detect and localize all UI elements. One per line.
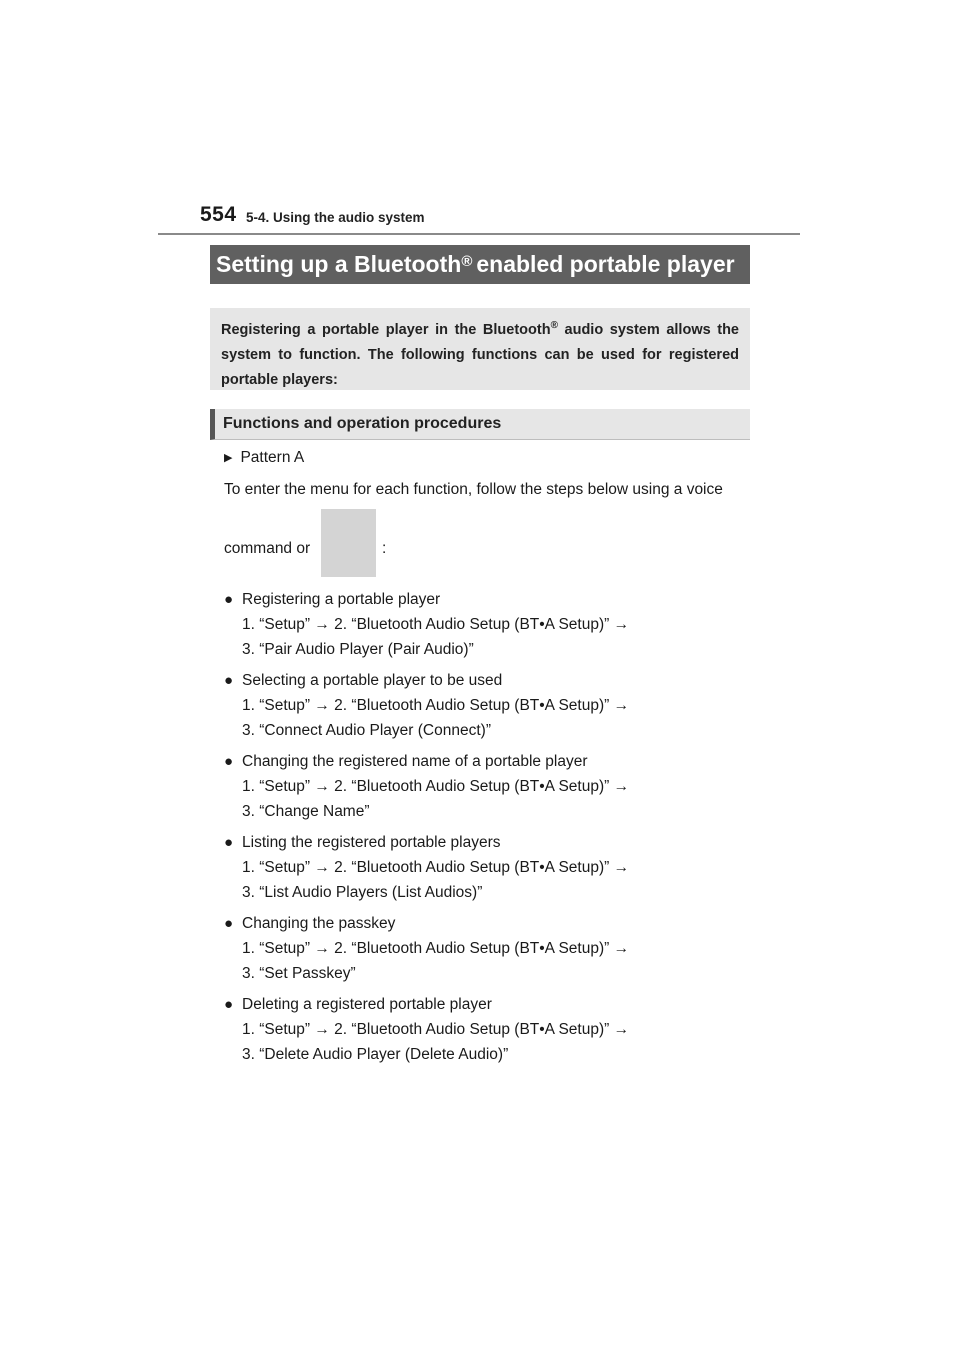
bullet-icon: ● — [224, 753, 234, 770]
bullet-icon: ● — [224, 996, 234, 1013]
item-step-2: 3. “Delete Audio Player (Delete Audio)” — [242, 1046, 509, 1063]
item-heading: Selecting a portable player to be used — [242, 672, 503, 689]
item-heading: Listing the registered portable players — [242, 834, 501, 851]
section-label: 5-4. Using the audio system — [246, 210, 425, 225]
talk-switch-icon — [321, 509, 376, 577]
item-heading: Registering a portable player — [242, 591, 441, 608]
page-number: 554 — [200, 203, 237, 226]
pattern-label — [224, 449, 304, 467]
title-text-after: enabled portable player — [476, 251, 735, 277]
item-step-2: 3. “Connect Audio Player (Connect)” — [242, 722, 491, 739]
function-list — [224, 588, 754, 1074]
bullet-icon: ● — [224, 915, 234, 932]
list-item — [224, 993, 754, 1067]
item-heading: Changing the passkey — [242, 915, 396, 932]
header-divider — [158, 233, 800, 235]
item-step-2: 3. “Change Name” — [242, 803, 370, 820]
bullet-icon: ● — [224, 591, 234, 608]
instruction-colon: : — [382, 540, 387, 557]
pattern-text: Pattern A — [240, 449, 305, 466]
intro-text-after: audio system allows the system to function. The following functions can be used for registered portable players: — [221, 321, 739, 388]
page-title — [210, 245, 750, 284]
item-step-2: 3. “Pair Audio Player (Pair Audio)” — [242, 641, 474, 658]
intro-registered-mark: ® — [550, 320, 558, 331]
instruction-line-2: command or — [224, 540, 311, 557]
item-step-1: 1. “Setup” → 2. “Bluetooth Audio Setup (BT•A Setup)” → — [242, 616, 630, 633]
item-step-1: 1. “Setup” → 2. “Bluetooth Audio Setup (BT•A Setup)” → — [242, 1021, 630, 1038]
list-item — [224, 588, 754, 662]
item-heading: Deleting a registered portable player — [242, 996, 492, 1013]
item-heading: Changing the registered name of a portable player — [242, 753, 588, 770]
list-item — [224, 750, 754, 824]
bullet-icon: ● — [224, 672, 234, 689]
item-step-1: 1. “Setup” → 2. “Bluetooth Audio Setup (BT•A Setup)” → — [242, 697, 630, 714]
item-step-1: 1. “Setup” → 2. “Bluetooth Audio Setup (BT•A Setup)” → — [242, 940, 630, 957]
item-step-1: 1. “Setup” → 2. “Bluetooth Audio Setup (BT•A Setup)” → — [242, 778, 630, 795]
triangle-marker-icon: ▶ — [224, 452, 233, 464]
section-heading: Functions and operation procedures — [210, 409, 750, 440]
list-item — [224, 831, 754, 905]
item-step-2: 3. “Set Passkey” — [242, 965, 356, 982]
item-step-1: 1. “Setup” → 2. “Bluetooth Audio Setup (BT•A Setup)” → — [242, 859, 630, 876]
instruction-line-1: To enter the menu for each function, follow the steps below using a voice — [224, 481, 723, 498]
title-text: Setting up a Bluetooth — [216, 251, 462, 277]
title-registered-mark: ® — [461, 253, 473, 270]
item-step-2: 3. “List Audio Players (List Audios)” — [242, 884, 483, 901]
list-item — [224, 912, 754, 986]
intro-text-before: Registering a portable player in the Bluetooth — [221, 321, 551, 338]
list-item — [224, 669, 754, 743]
intro-box — [210, 308, 750, 390]
bullet-icon: ● — [224, 834, 234, 851]
